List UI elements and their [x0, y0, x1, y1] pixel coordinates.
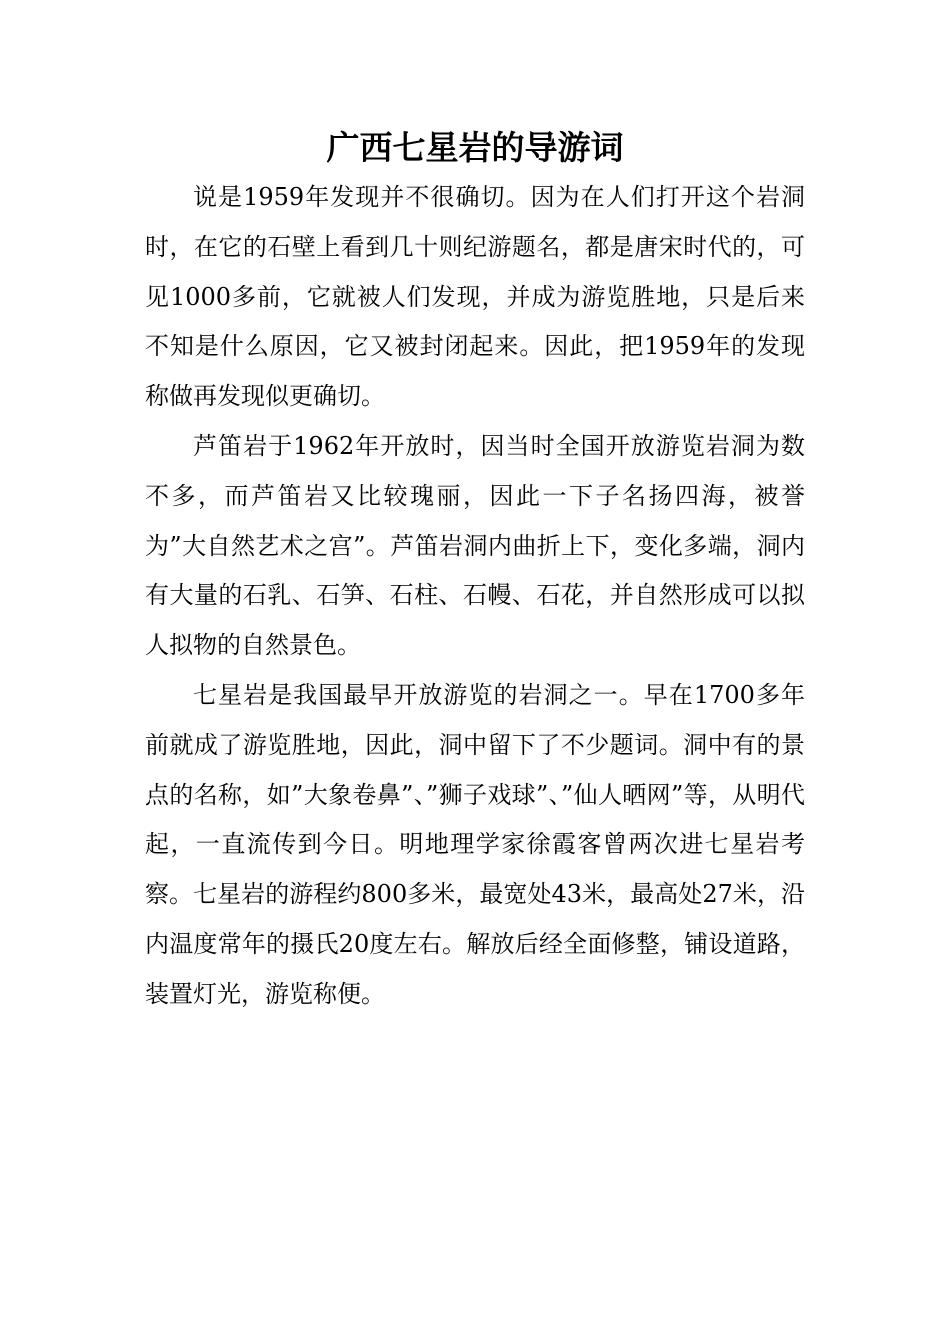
paragraph-1: 说是1959年发现并不很确切。因为在人们打开这个岩洞时，在它的石壁上看到几十则纪游题名，都是唐宋时代的，可见1000多前，它就被人们发现，并成为游览胜地，只是后来不知是什么原因，它又被封闭起来。因此，把1959年的发现称做再发现似更确切。 — [145, 183, 805, 411]
document-title: 广西七星岩的导游词 — [326, 128, 624, 167]
document-body — [145, 173, 805, 1020]
paragraph-3: 七星岩是我国最早开放游览的岩洞之一。早在1700多年前就成了游览胜地，因此，洞中留下了不少题词。洞中有的景点的名称，如”大象卷鼻”、”狮子戏球”、”仙人晒网”等，从明代起，一直流传到今日。明地理学家徐霞客曾两次进七星岩考察。七星岩的游程约800多米，最宽处43米，最高处27米，沿内温度常年的摄氏20度左右。解放后经全面修整，铺设道路，装置灯光，游览称便。 — [145, 680, 805, 1008]
paragraph-2: 芦笛岩于1962年开放时，因当时全国开放游览岩洞为数不多，而芦笛岩又比较瑰丽，因此一下子名扬四海，被誉为”大自然艺术之宫”。芦笛岩洞内曲折上下，变化多端，洞内有大量的石乳、石笋、石柱、石幔、石花，并自然形成可以拟人拟物的自然景色。 — [145, 431, 805, 660]
